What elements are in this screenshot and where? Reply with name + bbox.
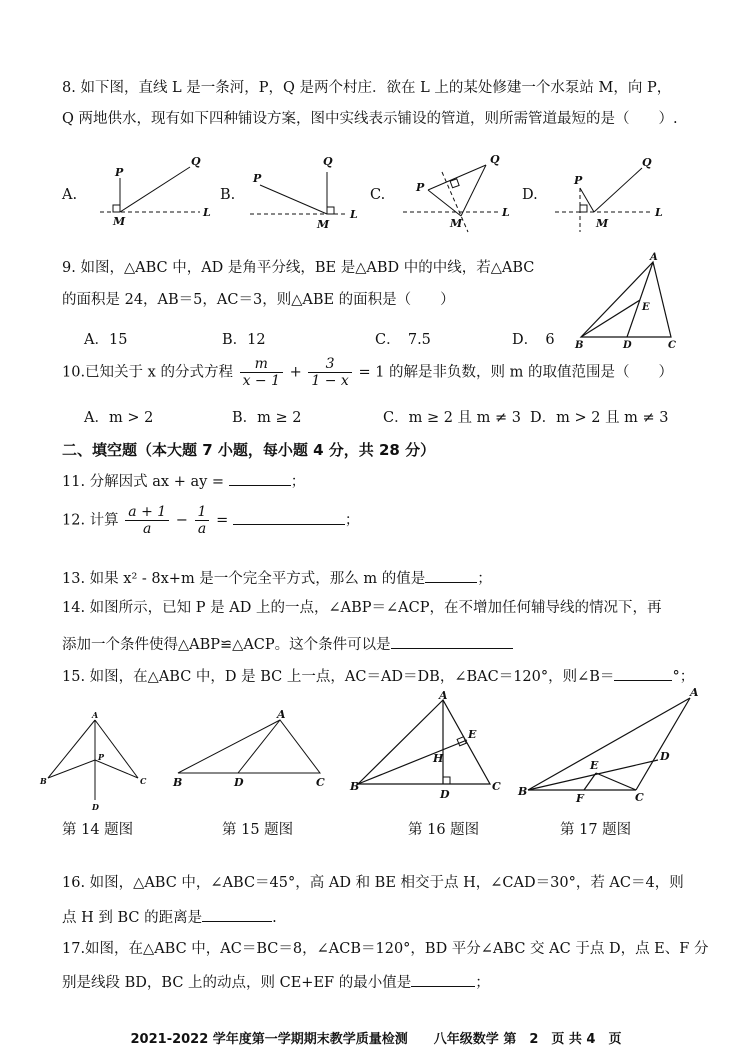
q8b-label-l: L: [350, 208, 358, 221]
q9-line2: 的面积是 24，AB＝5，AC＝3，则△ABE 的面积是（ ）: [62, 292, 455, 308]
q10-option-a: A．m > 2: [84, 410, 154, 426]
q8c-label-p: P: [416, 181, 425, 194]
q8d-label-l: L: [655, 206, 663, 219]
q8-line1: 8. 如下图，直线 L 是一条河，P，Q 是两个村庄．欲在 L 上的某处修建一个水泵站 M，向 P，: [62, 80, 672, 96]
q8c-label-q: Q: [490, 153, 500, 166]
q14-line2-text: 添加一个条件使得△ABP≌△ACP。这个条件可以是: [62, 637, 391, 653]
q8b-label-m: M: [317, 218, 330, 231]
q16-line2: [62, 907, 277, 927]
fig16-label-c: C: [492, 780, 501, 793]
q10-option-c: C．m ≥ 2 且 m ≠ 3: [383, 410, 521, 426]
q8a-label-p: P: [115, 166, 124, 179]
q9-option-d: D． 6: [512, 332, 555, 348]
q8-option-a: A.: [62, 187, 78, 203]
q8-option-d: D.: [522, 187, 538, 203]
fig14-label-c: C: [140, 776, 147, 786]
q12-eq: =: [216, 512, 229, 529]
q9-option-c: C． 7.5: [375, 332, 431, 348]
q10-fraction-1: $\frac{m}{x - 1}$: [240, 356, 283, 389]
q10-suffix: = 1 的解是非负数，则 m 的取值范围是（ ）: [358, 364, 673, 381]
caption-fig15: 第 15 题图: [222, 822, 294, 838]
q16-line2-text: 点 H 到 BC 的距离是: [62, 910, 203, 926]
q11: [62, 471, 305, 491]
q9-option-a: A．15: [84, 332, 128, 348]
q9-line1: 9. 如图，△ABC 中，AD 是角平分线，BE 是△ABD 中的中线，若△ABC: [62, 260, 535, 276]
q17-line2: [62, 972, 490, 992]
fig14: [40, 708, 160, 823]
q8a-label-q: Q: [191, 155, 201, 168]
q16-end: .: [272, 910, 277, 926]
q8a-label-m: M: [113, 215, 126, 228]
q8c-label-l: L: [502, 206, 510, 219]
fig17-label-f: F: [576, 792, 584, 805]
q12-fraction-2: $\frac{1}{a}$: [195, 504, 210, 537]
fig16-label-a: A: [439, 689, 448, 702]
q8-option-c: C.: [370, 187, 386, 203]
q17-answer-blank[interactable]: [411, 972, 475, 987]
q8d-label-q: Q: [642, 156, 652, 169]
q9-label-a: A: [650, 252, 658, 263]
q11-text: 11. 分解因式 ax + ay =: [62, 474, 225, 490]
fig16-label-h: H: [433, 752, 444, 765]
q12-end: ；: [344, 512, 360, 529]
fig15-label-b: B: [173, 776, 183, 789]
q12-prefix: 12. 计算: [62, 512, 119, 529]
q9-option-b: B．12: [222, 332, 266, 348]
fig14-label-a: A: [92, 710, 99, 720]
q9-label-c: C: [668, 340, 676, 351]
fig14-label-d: D: [92, 802, 99, 812]
fig15-label-c: C: [316, 776, 325, 789]
q8-figure-d: [550, 150, 690, 240]
q17-end: ；: [475, 975, 490, 991]
q15-answer-blank[interactable]: [614, 666, 672, 681]
q10-fraction-2: $\frac{3}{1 - x}$: [308, 356, 351, 389]
q17-line2-text: 别是线段 BD，BC 上的动点，则 CE+EF 的最小值是: [62, 975, 412, 991]
q13-text: 13. 如果 x² - 8x+m 是一个完全平方式，那么 m 的值是: [62, 571, 426, 587]
fig17-label-d: D: [660, 750, 670, 763]
q9-label-b: B: [575, 340, 584, 351]
q11-end: ；: [290, 474, 306, 490]
q14-line1: 14. 如图所示，已知 P 是 AD 上的一点，∠ABP＝∠ACP，在不增加任何辅导线的情况下，再: [62, 600, 662, 616]
section-2-title: 二、填空题（本大题 7 小题，每小题 4 分，共 28 分）: [62, 441, 436, 459]
q17-line1: 17.如图，在△ABC 中，AC＝BC＝8，∠ACB＝120°，BD 平分∠ABC 交 AC 于点 D，点 E、F 分: [62, 941, 709, 957]
q8a-label-l: L: [203, 206, 211, 219]
q12-fraction-1: $\frac{a + 1}{a}$: [125, 504, 169, 537]
q14-line2: [62, 634, 513, 654]
q8-figure-c: [398, 150, 528, 240]
q15-end: °；: [672, 669, 695, 685]
fig17-label-c: C: [635, 791, 644, 804]
q9-label-d: D: [623, 340, 632, 351]
q15: [62, 666, 694, 686]
q8d-label-p: P: [574, 174, 583, 187]
q10-prefix: 10.已知关于 x 的分式方程: [62, 364, 233, 381]
q8-line2: Q 两地供水，现有如下四种铺设方案，图中实线表示铺设的管道，则所需管道最短的是（ ）.: [62, 111, 678, 127]
q8-option-b: B.: [220, 187, 236, 203]
fig17: [518, 688, 703, 803]
q15-text: 15. 如图，在△ABC 中，D 是 BC 上一点，AC＝AD＝DB，∠BAC＝120°，则∠B＝: [62, 669, 615, 685]
q8-figure-b: [245, 150, 375, 230]
caption-fig17: 第 17 题图: [560, 822, 632, 838]
q12-answer-blank[interactable]: [233, 510, 345, 525]
fig16-label-b: B: [350, 780, 360, 793]
q9-label-e: E: [642, 302, 650, 313]
fig15-label-d: D: [234, 776, 244, 789]
fig14-label-b: B: [40, 776, 47, 786]
q8-figure-a: [95, 150, 225, 230]
q12: [62, 504, 359, 537]
fig17-label-a: A: [690, 686, 699, 699]
q14-answer-blank[interactable]: [391, 634, 513, 649]
q10-plus: +: [289, 364, 302, 381]
q10-line: [62, 356, 673, 389]
q8d-label-m: M: [596, 217, 609, 230]
q10-option-b: B．m ≥ 2: [232, 410, 302, 426]
caption-fig14: 第 14 题图: [62, 822, 134, 838]
fig15: [170, 708, 340, 788]
q10-option-d: D．m > 2 且 m ≠ 3: [530, 410, 669, 426]
q8c-label-m: M: [450, 217, 463, 230]
q11-answer-blank[interactable]: [229, 471, 291, 486]
q13-answer-blank[interactable]: [425, 568, 477, 583]
q16-answer-blank[interactable]: [202, 907, 272, 922]
page-footer: 2021-2022 学年度第一学期期末教学质量检测 八年级数学 第 2 页 共 4 页: [130, 1032, 622, 1047]
q13-end: ；: [477, 571, 492, 587]
q8b-label-p: P: [253, 172, 262, 185]
fig17-label-e: E: [590, 759, 599, 772]
q9-figure: [575, 252, 685, 352]
fig16-label-e: E: [468, 728, 477, 741]
caption-fig16: 第 16 题图: [408, 822, 480, 838]
fig16: [350, 690, 510, 805]
fig16-label-d: D: [440, 788, 450, 801]
q13: [62, 568, 492, 588]
fig15-label-a: A: [277, 708, 286, 721]
fig17-label-b: B: [518, 785, 528, 798]
q16-line1: 16. 如图，△ABC 中，∠ABC＝45°，高 AD 和 BE 相交于点 H，∠CAD＝30°，若 AC＝4，则: [62, 875, 684, 891]
fig14-label-p: P: [98, 752, 105, 762]
q8b-label-q: Q: [323, 155, 333, 168]
q12-minus: −: [175, 512, 188, 529]
